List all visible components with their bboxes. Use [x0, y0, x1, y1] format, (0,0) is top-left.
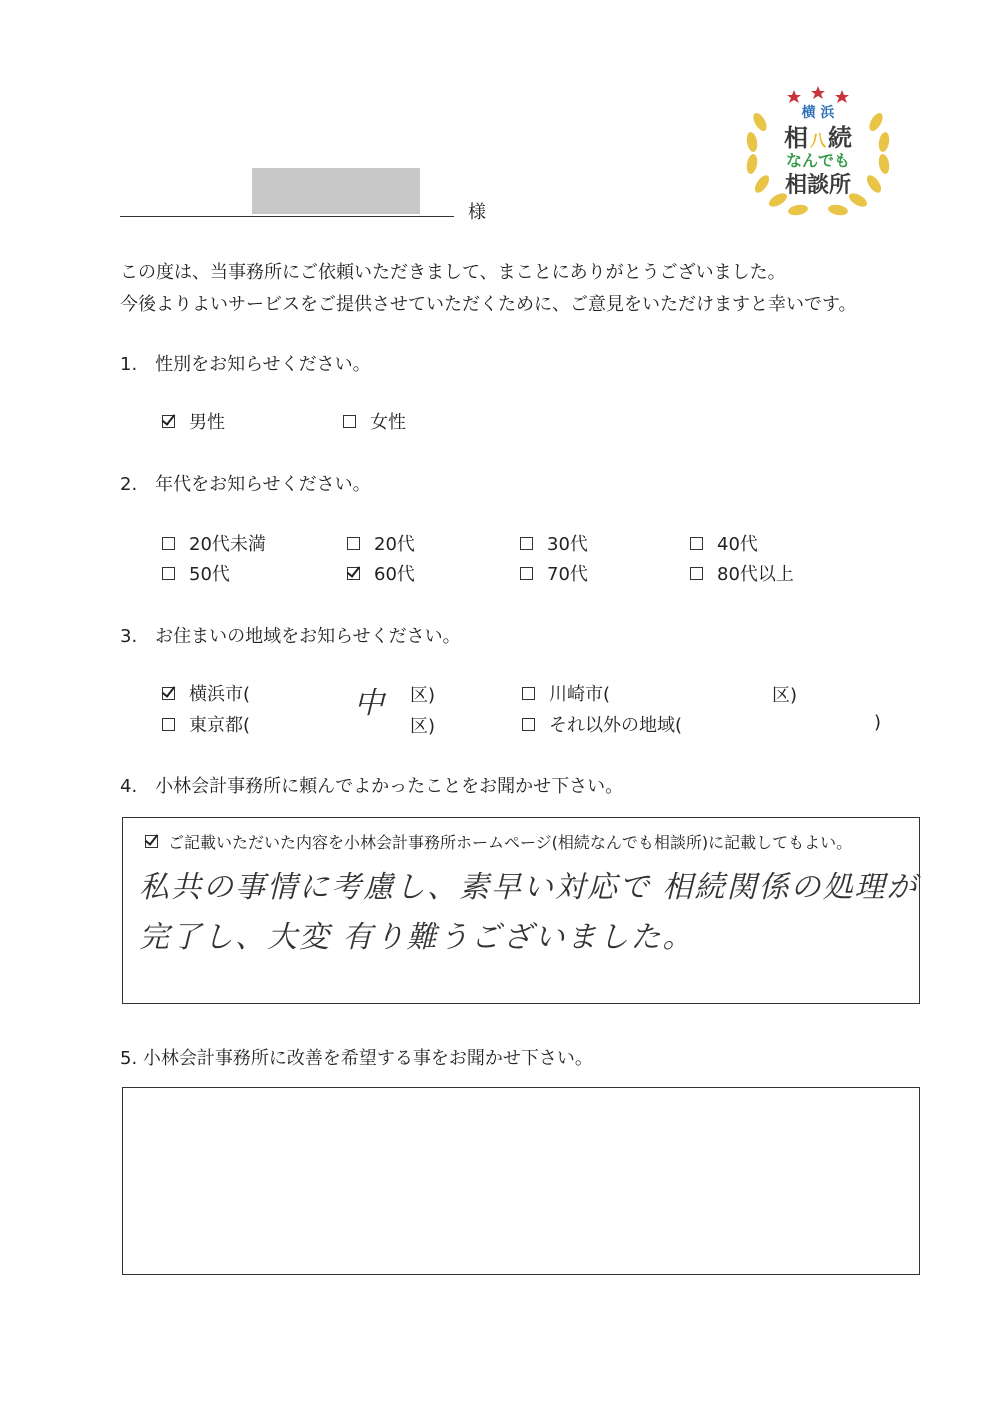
- logo-text-yokohama: 横 浜: [801, 105, 835, 121]
- checkbox-male[interactable]: [162, 415, 175, 428]
- redacted-name-block: [252, 168, 420, 214]
- checkbox-female[interactable]: [343, 415, 356, 428]
- region-option-yokohama[interactable]: [162, 680, 250, 706]
- age-option-30s[interactable]: [520, 530, 588, 556]
- consent-option[interactable]: [145, 830, 852, 853]
- gender-label-male: 男性: [189, 412, 225, 433]
- checkbox-40s[interactable]: [690, 537, 703, 550]
- question-2-title: 2. 年代をお知らせください。: [120, 474, 371, 495]
- age-label-under20: 20代未満: [189, 534, 266, 555]
- region-label-kawasaki: 川崎市(: [549, 684, 611, 705]
- region-option-other[interactable]: [522, 711, 682, 737]
- region-label-other: それ以外の地域(: [549, 715, 683, 736]
- age-label-80plus: 80代以上: [717, 564, 794, 585]
- age-option-80plus[interactable]: [690, 560, 794, 586]
- checkbox-70s[interactable]: [520, 567, 533, 580]
- gender-option-female[interactable]: [343, 408, 406, 434]
- region-option-tokyo[interactable]: [162, 711, 250, 737]
- checkbox-consent[interactable]: [145, 835, 158, 848]
- region-option-kawasaki[interactable]: [522, 680, 610, 706]
- logo-text-souzoku: 相 八続: [784, 124, 852, 152]
- checkbox-80plus[interactable]: [690, 567, 703, 580]
- checkbox-30s[interactable]: [520, 537, 533, 550]
- answer-box-improvements[interactable]: [122, 1087, 920, 1275]
- recipient-honorific: 様: [468, 202, 486, 223]
- age-label-60s: 60代: [374, 564, 415, 585]
- checkbox-50s[interactable]: [162, 567, 175, 580]
- question-5-title: 5. 小林会計事務所に改善を希望する事をお聞かせ下さい。: [120, 1048, 593, 1069]
- logo-text-zoku: 続: [828, 124, 852, 152]
- age-label-30s: 30代: [547, 534, 588, 555]
- age-option-60s[interactable]: [347, 560, 415, 586]
- region-ward-yokohama: 区): [410, 685, 436, 706]
- question-3-title: 3. お住まいの地域をお知らせください。: [120, 626, 461, 647]
- question-4-title: 4. 小林会計事務所に頼んでよかったことをお聞かせ下さい。: [120, 776, 624, 797]
- handwritten-ward-naka: 中: [354, 686, 386, 721]
- checkbox-60s[interactable]: [347, 567, 360, 580]
- age-label-40s: 40代: [717, 534, 758, 555]
- region-close-other: ): [874, 712, 882, 733]
- age-label-50s: 50代: [189, 564, 230, 585]
- region-label-yokohama: 横浜市(: [189, 684, 251, 705]
- region-ward-kawasaki: 区): [772, 685, 798, 706]
- answer-box-good-points[interactable]: [122, 817, 920, 1004]
- checkbox-tokyo[interactable]: [162, 718, 175, 731]
- age-option-20s[interactable]: [347, 530, 415, 556]
- question-1-title: 1. 性別をお知らせください。: [120, 354, 371, 375]
- age-option-50s[interactable]: [162, 560, 230, 586]
- intro-line-1: この度は、当事務所にご依頼いただきまして、まことにありがとうございました。: [120, 262, 786, 283]
- logo-text-soudanjo: 相談所: [784, 173, 851, 198]
- gender-option-male[interactable]: [162, 408, 225, 434]
- checkbox-other[interactable]: [522, 718, 535, 731]
- recipient-underline: [120, 216, 454, 217]
- age-option-40s[interactable]: [690, 530, 758, 556]
- region-label-tokyo: 東京都(: [189, 715, 251, 736]
- logo-emblem: [738, 82, 898, 222]
- intro-line-2: 今後よりよいサービスをご提供させていただくために、ご意見をいただけますと幸いです。: [120, 294, 857, 315]
- age-label-20s: 20代: [374, 534, 415, 555]
- age-option-70s[interactable]: [520, 560, 588, 586]
- logo-text-sou: 相: [784, 124, 808, 152]
- consent-label: ご記載いただいた内容を小林会計事務所ホームページ(相続なんでも相談所)に記載してもよい。: [168, 833, 853, 852]
- age-option-under20[interactable]: [162, 530, 266, 556]
- region-ward-tokyo: 区): [410, 716, 436, 737]
- gender-label-female: 女性: [370, 412, 406, 433]
- logo-text-nandemo: なんでも: [785, 151, 850, 170]
- handwritten-answer-line-1: 私共の事情に考慮し、素早い対応で 相続関係の処理が: [139, 870, 919, 905]
- checkbox-yokohama[interactable]: [162, 687, 175, 700]
- checkbox-under20[interactable]: [162, 537, 175, 550]
- handwritten-answer-line-2: 完了し、大変 有り難うございました。: [139, 920, 695, 955]
- age-label-70s: 70代: [547, 564, 588, 585]
- checkbox-kawasaki[interactable]: [522, 687, 535, 700]
- checkbox-20s[interactable]: [347, 537, 360, 550]
